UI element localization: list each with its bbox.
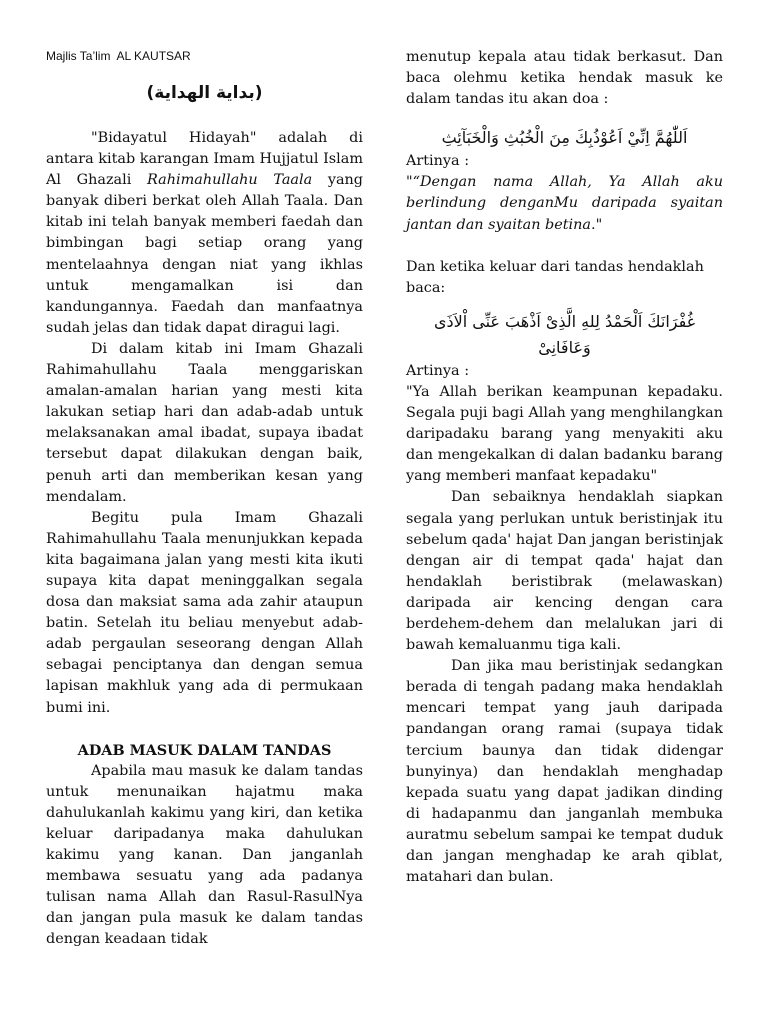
intro-text-italic: Rahimahullahu Taala [147, 172, 313, 189]
quote-close: ." [591, 216, 603, 233]
translation-2: "Ya Allah berikan keampunan kepadaku. Segala puji bagi Allah yang menghilangkan daripadaku barang yang menyakiti aku dan mengekalkan di dalan badanku barang yang memberi manfaat kepadaku" [406, 383, 723, 485]
document-header: Majlis Ta’lim AL KAUTSAR [46, 49, 191, 63]
intro-paragraph [46, 128, 363, 339]
translation-1 [406, 172, 723, 235]
translation-1-text: “Dengan nama Allah, Ya Allah aku berlindung denganMu daripada syaitan jantan dan syaitan betina [406, 174, 723, 233]
paragraph-2: Di dalam kitab ini Imam Ghazali Rahimahullahu Taala menggariskan amalan-amalan harian yang mesti kita lakukan setiap hari dan adab-adab untuk melaksanakan amal ibadat, supaya ibadat tersebut dapat dilakukan dengan baik, penuh arti dan memberikan kesan yang mendalam. [46, 340, 363, 505]
dua-entering-arabic: اَللّٰهُمَّ اِنِّيْ اَعُوْذُبِكَ مِنَ الْخُبُثِ وَالْخَبَآئِثِ [441, 128, 688, 148]
right-column [406, 0, 723, 888]
right-paragraph-4: Dan jika mau beristinjak sedangkan berada di tengah padang maka hendaklah mencari tempat yang jauh daripada pandangan orang ramai (supaya tidak tercium baunya dan tidak didengar bunyinya) dan hendaklah menghadap kepada suatu yang dapat jadikan dinding di hadapanmu dan janganlah membuka auratmu sebelum sampai ke tempat duduk dan jangan menghadap ke arah qiblat, matahari dan bulan. [406, 658, 723, 886]
quote-open: " [406, 174, 413, 191]
right-paragraph-3: Dan sebaiknya hendaklah siapkan segala yang perlukan untuk beristinjak itu sebelum qada' hajat Dan jangan beristinjak dengan air di tempat qada' hajat dan hendaklah beristibrak (melawaskan) daripada air kencing dengan cara berdehem-dehem dan melalukan jari di bawah kemaluanmu tiga kali. [406, 489, 723, 654]
intro-text-c: yang banyak diberi berkat oleh Allah Taala. Dan kitab ini telah banyak memberi faedah dan bimbingan bagi setiap orang yang mentelaahnya dengan niat yang ikhlas untuk mengamalkan isi dan kandungannya. Faedah dan manfaatnya sudah jelas dan tidak dapat diragui lagi. [46, 172, 364, 336]
left-column [46, 0, 363, 951]
dua-leaving-arabic: غُفْرَانَكَ اَلْحَمْدُ لِلهِ الَّذِىْ اَذْهَبَ عَنِّى اْلاَذَى وَعَافَانِىْ [433, 311, 696, 357]
section-title: ADAB MASUK DALAM TANDAS [77, 741, 332, 759]
right-paragraph-2: Dan ketika keluar dari tandas hendaklah baca: [406, 258, 704, 296]
artinya-label-1: Artinya : [406, 153, 470, 170]
paragraph-3: Begitu pula Imam Ghazali Rahimahullahu Taala menunjukkan kepada kita bagaimana jalan yang mesti kita ikuti supaya kita dapat meninggalkan segala dosa dan maksiat sama ada zahir ataupun batin. Setelah itu beliau menyebut adab-adab pergaulan seseorang dengan Allah sebagai penciptanya dan dengan semua lapisan makhluk yang ada di permukaan bumi ini. [46, 509, 363, 716]
paragraph-4: Apabila mau masuk ke dalam tandas untuk menunaikan hajatmu maka dahulukanlah kakimu yang kiri, dan ketika keluar daripadanya maka dahulukan kakimu yang kanan. Dan janganlah membawa sesuatu yang ada padanya tulisan nama Allah dan Rasul-RasulNya dan jangan pula masuk ke dalam tandas dengan keadaan tidak [46, 762, 363, 948]
artinya-label-2: Artinya : [406, 362, 470, 379]
arabic-title: (بداية الهداية) [146, 83, 263, 103]
intro-text-a: "Bidayatul Hidayah" adalah di antara kitab karangan Imam Hujjatul Islam Al Ghazali [46, 130, 363, 189]
right-paragraph-1: menutup kepala atau tidak berkasut. Dan baca olehmu ketika hendak masuk ke dalam tandas itu akan doa : [406, 49, 723, 108]
